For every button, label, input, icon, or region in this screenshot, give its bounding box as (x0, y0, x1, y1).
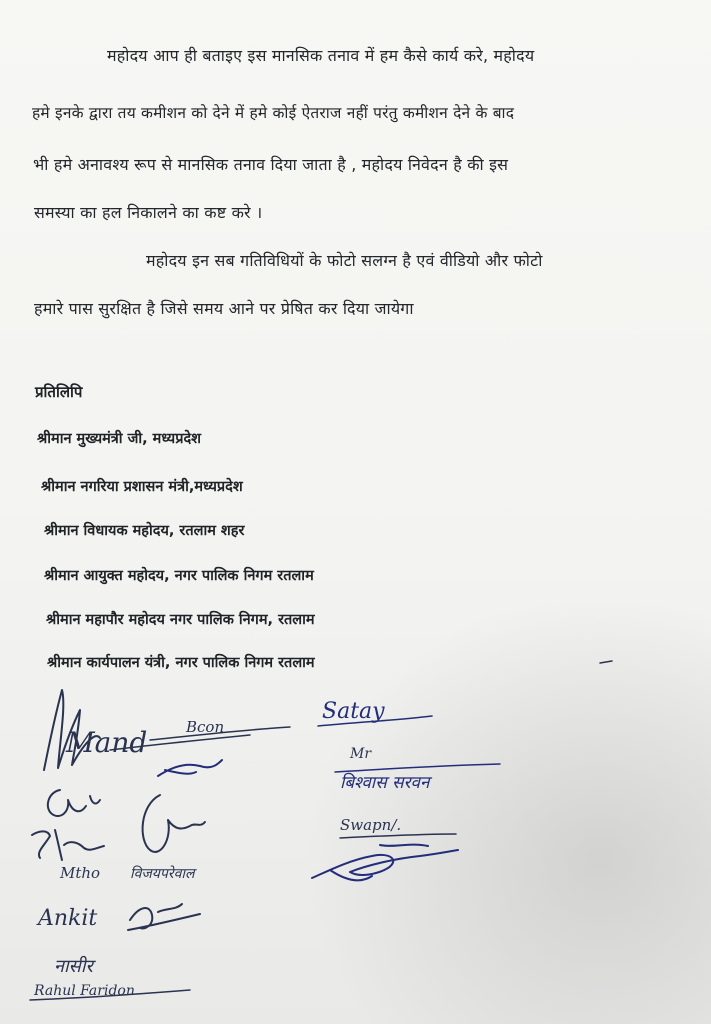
signature-11 (30, 983, 190, 1000)
signature-2 (150, 718, 290, 740)
signature-scribble-f (128, 904, 200, 930)
signature-4-text: Mr (350, 746, 372, 762)
copy-to-heading: प्रतिलिपि (35, 383, 83, 401)
signature-10-text: नासीर (54, 956, 93, 977)
body-line-4: समस्या का हल निकालने का कष्ट करे । (34, 203, 263, 222)
signature-5 (335, 764, 500, 793)
copy-to-recipient: श्रीमान नगरिया प्रशासन मंत्री,मध्यप्रदेश (41, 479, 243, 495)
pen-mark (600, 661, 612, 663)
signature-1-text: Mand (66, 726, 148, 759)
body-line-6: हमारे पास सुरक्षित है जिसे समय आने पर प्रेषित कर दिया जायेगा (34, 299, 414, 318)
signature-11-text: Rahul Faridon (34, 983, 135, 999)
body-line-1: महोदय आप ही बताइए इस मानसिक तनाव में हम कैसे कार्य करे, महोदय (107, 46, 535, 65)
signature-scribble-a (158, 760, 222, 776)
copy-to-recipient: श्रीमान आयुक्त महोदय, नगर पालिक निगम रतलाम (44, 568, 314, 584)
signature-scribble-d (32, 830, 104, 860)
body-line-2: हमे इनके द्वारा तय कमीशन को देने में हमे कोई ऐतराज नहीं परंतु कमीशन देने के बाद (32, 104, 515, 122)
signature-5-text: बिश्वास सरवन (340, 773, 430, 793)
signature-9 (36, 906, 97, 931)
copy-to-recipient: श्रीमान कार्यपालन यंत्री, नगर पालिक निगम रतलाम (47, 655, 315, 671)
signature-7-text: विजयपरेवाल (130, 866, 195, 882)
body-line-5: महोदय इन सब गतिविधियों के फोटो सलग्न है एवं वीडियो और फोटो (146, 251, 543, 270)
copy-to-recipient: श्रीमान मुख्यमंत्री जी, मध्यप्रदेश (37, 431, 201, 447)
body-line-3: भी हमे अनावश्य रूप से मानसिक तनाव दिया जाता है , महोदय निवेदन है की इस (33, 155, 509, 174)
signature-8 (59, 864, 100, 882)
signature-scribble-e (312, 845, 458, 881)
signature-3 (318, 699, 432, 726)
signature-2-text: Bcon (186, 718, 225, 736)
signature-7 (130, 865, 197, 882)
signature-scribble-b (48, 790, 100, 816)
copy-to-recipient: श्रीमान विधायक महोदय, रतलाम शहर (44, 523, 245, 539)
signature-6-text: Swapn/. (340, 816, 402, 834)
signature-10 (54, 955, 96, 977)
signature-9-text: Ankit (38, 906, 98, 931)
signature-8-text: Mtho (60, 864, 101, 882)
signature-scribble-c (143, 795, 205, 852)
copy-to-recipient: श्रीमान महापौर महोदय नगर पालिक निगम, रतलाम (46, 612, 315, 628)
signature-6 (340, 816, 456, 838)
signature-3-text: Satay (322, 699, 385, 724)
signature-4 (349, 746, 372, 762)
